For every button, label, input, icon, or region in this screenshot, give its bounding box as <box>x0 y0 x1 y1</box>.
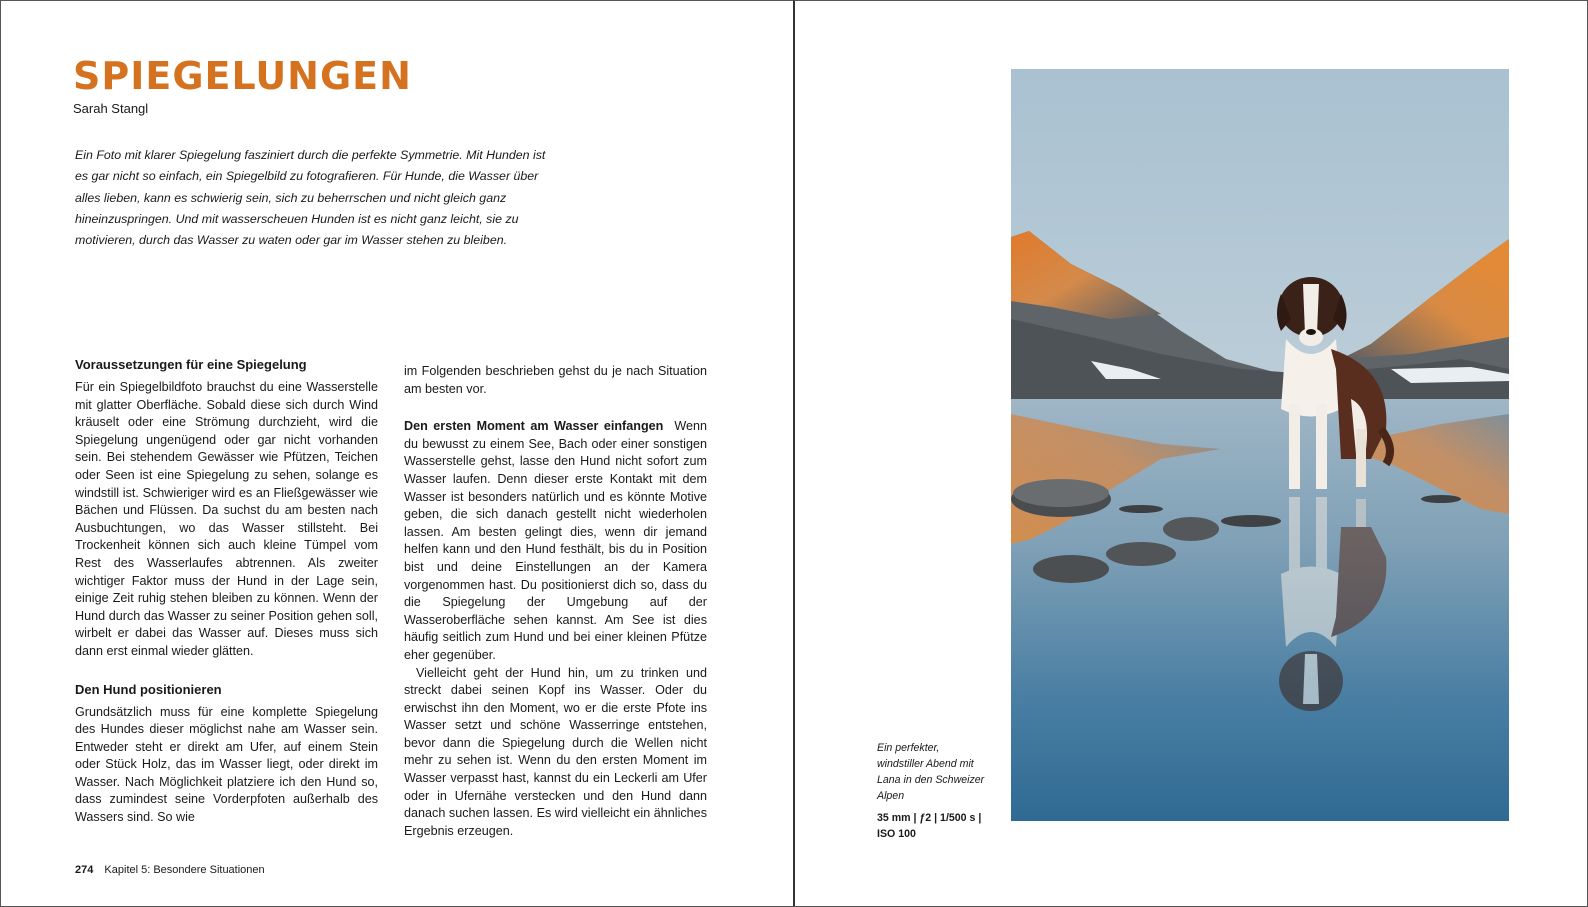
section-body-first-moment-2: Vielleicht geht der Hund hin, um zu trinken und streckt dabei seinen Kopf ins Wasser. Oder du erwischst ihn den Moment, wo er die erste Pfote ins Wasser setzt und schöne Wasserringe entstehen, bevor dann die Spiegelung durch die Wellen nicht mehr zu sehen ist. Wenn du den ersten Moment im Wasser verpasst hast, kannst du ein Leckerli am Ufer oder in Ufernähe verstecken und den Hund dann danach suchen lassen. Es wird vielleicht ein ähnliches Ergebnis erzeugen. <box>404 665 707 838</box>
section-body-positioning: Grundsätzlich muss für eine komplette Spiegelung des Hundes dieser möglichst nahe am Wasser sein. Entweder steht er direkt am Ufer, auf einem Stein oder Stück Holz, das im Wasser liegt, oder direkt im Wasser. Nach Möglichkeit platziere ich den Hund so, dass zumindest seine Vorderpfoten außerhalb des Wassers sind. So wie <box>75 704 378 825</box>
runin-heading-first-moment: Den ersten Moment am Wasser einfangen <box>404 419 664 434</box>
page-footer <box>75 864 265 876</box>
page-title: SPIEGELUNGEN <box>73 54 412 98</box>
section-body-prerequisites: Für ein Spiegelbildfoto brauchst du eine Wasserstelle mit glatter Oberfläche. Sobald diese sich durch Wind kräuselt oder eine Strömung durchzieht, wird die Spiegelung ungenügend oder gar nicht vorhanden sein. Bei stehendem Gewässer wie Pfützen, Teichen oder Seen ist eine Spiegelung zu sehen, solange es windstill ist. Schwieriger wird es an Fließgewässer wie Bächen und Flüssen. Da suchst du am besten nach Ausbuchtungen, wo das Wasser stillsteht. Bei Trockenheit können sich auch kleine Tümpel vom Rest des Wasserlaufes abtrennen. Als zweiter wichtiger Faktor muss der Hund in der Lage sein, einige Zeit ruhig stehen bleiben zu können. Wenn der Hund durch das Wasser zu seiner Position gehen soll, wirbelt er dabei das Wasser auf. Dieses muss sich dann erst einmal wieder glätten. <box>75 380 378 658</box>
text-column-right <box>404 363 707 840</box>
caption-text: Ein perfekter, windstiller Abend mit Lana in den Schweizer Alpen <box>877 742 985 802</box>
dog-reflection-photo <box>1011 69 1509 821</box>
caption-camera-settings: 35 mm | ƒ2 | 1/500 s | ISO 100 <box>877 812 982 840</box>
section-body-first-moment: Wenn du bewusst zu einem See, Bach oder einer sonstigen Wasserstelle gehst, lasse den Hund nicht sofort zum Wasser laufen. Denn dieser erste Kontakt mit dem Wasser ist besonders natürlich und es könnte Motive geben, die sich danach gestellt nicht wiederholen lassen. Am besten gelingt dies, wenn dir jemand helfen kann und den Hund festhält, bis du in Position bist und deine Einstellungen an der Kamera vorgenommen hast. Du positionierst dich so, dass du die Spiegelung der Umgebung auf der Wasseroberfläche sehen kannst. Am See ist dies häufig seitlich zum Hund und bei einer kleinen Pfütze eher gegenüber. <box>404 419 708 662</box>
intro-paragraph: Ein Foto mit klarer Spiegelung fasziniert durch die perfekte Symmetrie. Mit Hunden ist es gar nicht so einfach, ein Spiegelbild zu fotografieren. Für Hunde, die Wasser über alles lieben, kann es schwierig sein, sich zu beherrschen und nicht gleich ganz hineinzuspringen. Und mit wasserscheuen Hunden ist es nicht ganz leicht, sie zu motivieren, durch das Wasser zu waten oder gar im Wasser stehen zu bleiben. <box>75 148 546 248</box>
author-name: Sarah Stangl <box>73 101 149 116</box>
photo-caption <box>877 740 987 842</box>
text-column-left <box>75 356 378 827</box>
section-body-positioning-continued: im Folgenden beschrieben gehst du je nach Situation am besten vor. <box>404 364 707 396</box>
chapter-title: Kapitel 5: Besondere Situationen <box>104 864 265 876</box>
page-number: 274 <box>75 864 94 876</box>
section-heading-positioning: Den Hund positionieren <box>75 681 222 697</box>
section-heading-prerequisites: Voraussetzungen für eine Spiegelung <box>75 357 307 372</box>
section-first-moment <box>404 418 707 664</box>
